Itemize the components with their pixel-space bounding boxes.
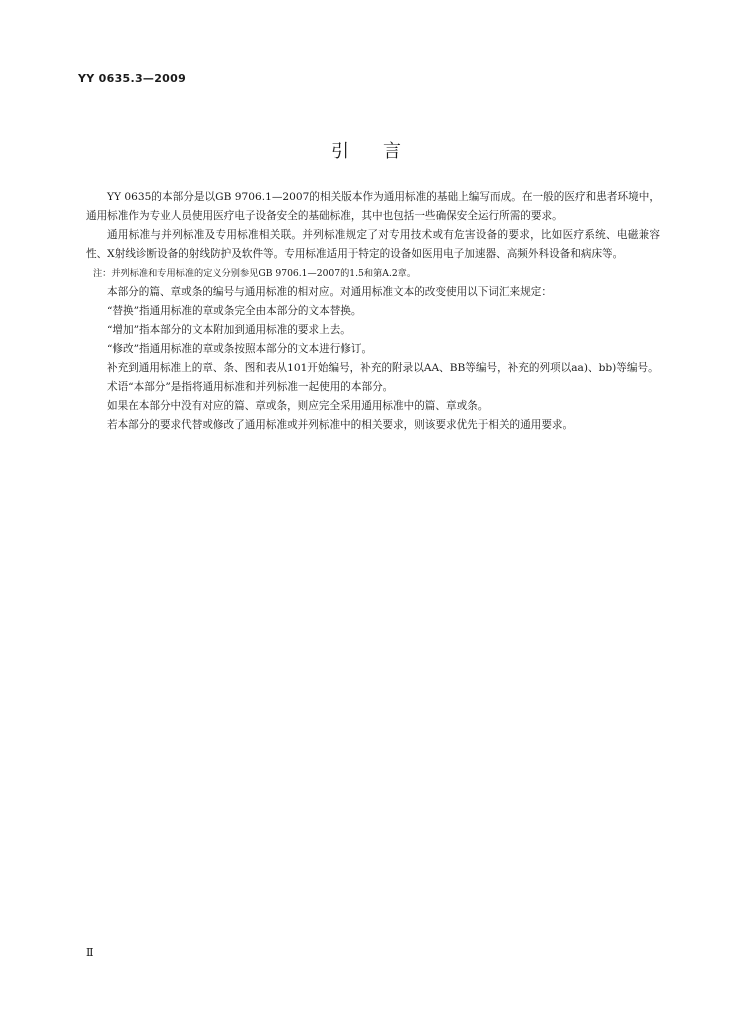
paragraph-1: YY 0635的本部分是以GB 9706.1—2007的相关版本作为通用标准的基础上编写而成。在一般的医疗和患者环境中，通用标准作为专业人员使用医疗电子设备安全的基础标准，其中也包括一些确保安全运行所需的要求。 (86, 191, 660, 222)
paragraph-9: 如果在本部分中没有对应的篇、章或条，则应完全采用通用标准中的篇、章或条。 (107, 400, 489, 412)
page-number: Ⅱ (86, 946, 94, 959)
document-body (86, 188, 660, 435)
paragraph-8: 术语“本部分”是指将通用标准和并列标准一起使用的本部分。 (107, 381, 394, 393)
paragraph-2: 通用标准与并列标准及专用标准相关联。并列标准规定了对专用技术或有危害设备的要求，比如医疗系统、电磁兼容性、X射线诊断设备的射线防护及软件等。专用标准适用于特定的设备如医用电子加速器、高频外科设备和病床等。 (86, 229, 660, 260)
paragraph-5: “增加”指本部分的文本附加到通用标准的要求上去。 (107, 324, 351, 336)
paragraph-4: “替换”指通用标准的章或条完全由本部分的文本替换。 (107, 305, 362, 317)
paragraph-6: “修改”指通用标准的章或条按照本部分的文本进行修订。 (107, 343, 373, 355)
document-code: YY 0635.3—2009 (78, 72, 187, 85)
paragraph-10: 若本部分的要求代替或修改了通用标准或并列标准中的相关要求，则该要求优先于相关的通用要求。 (107, 419, 574, 431)
paragraph-3: 本部分的篇、章或条的编号与通用标准的相对应。对通用标准文本的改变使用以下词汇来规定： (107, 286, 552, 298)
paragraph-7: 补充到通用标准上的章、条、图和表从101开始编号，补充的附录以AA、BB等编号，补充的列项以aa)、bb)等编号。 (107, 362, 659, 374)
note: 注：并列标准和专用标准的定义分别参见GB 9706.1—2007的1.5和第A.2章。 (93, 268, 417, 279)
section-title: 引言 (331, 141, 435, 162)
